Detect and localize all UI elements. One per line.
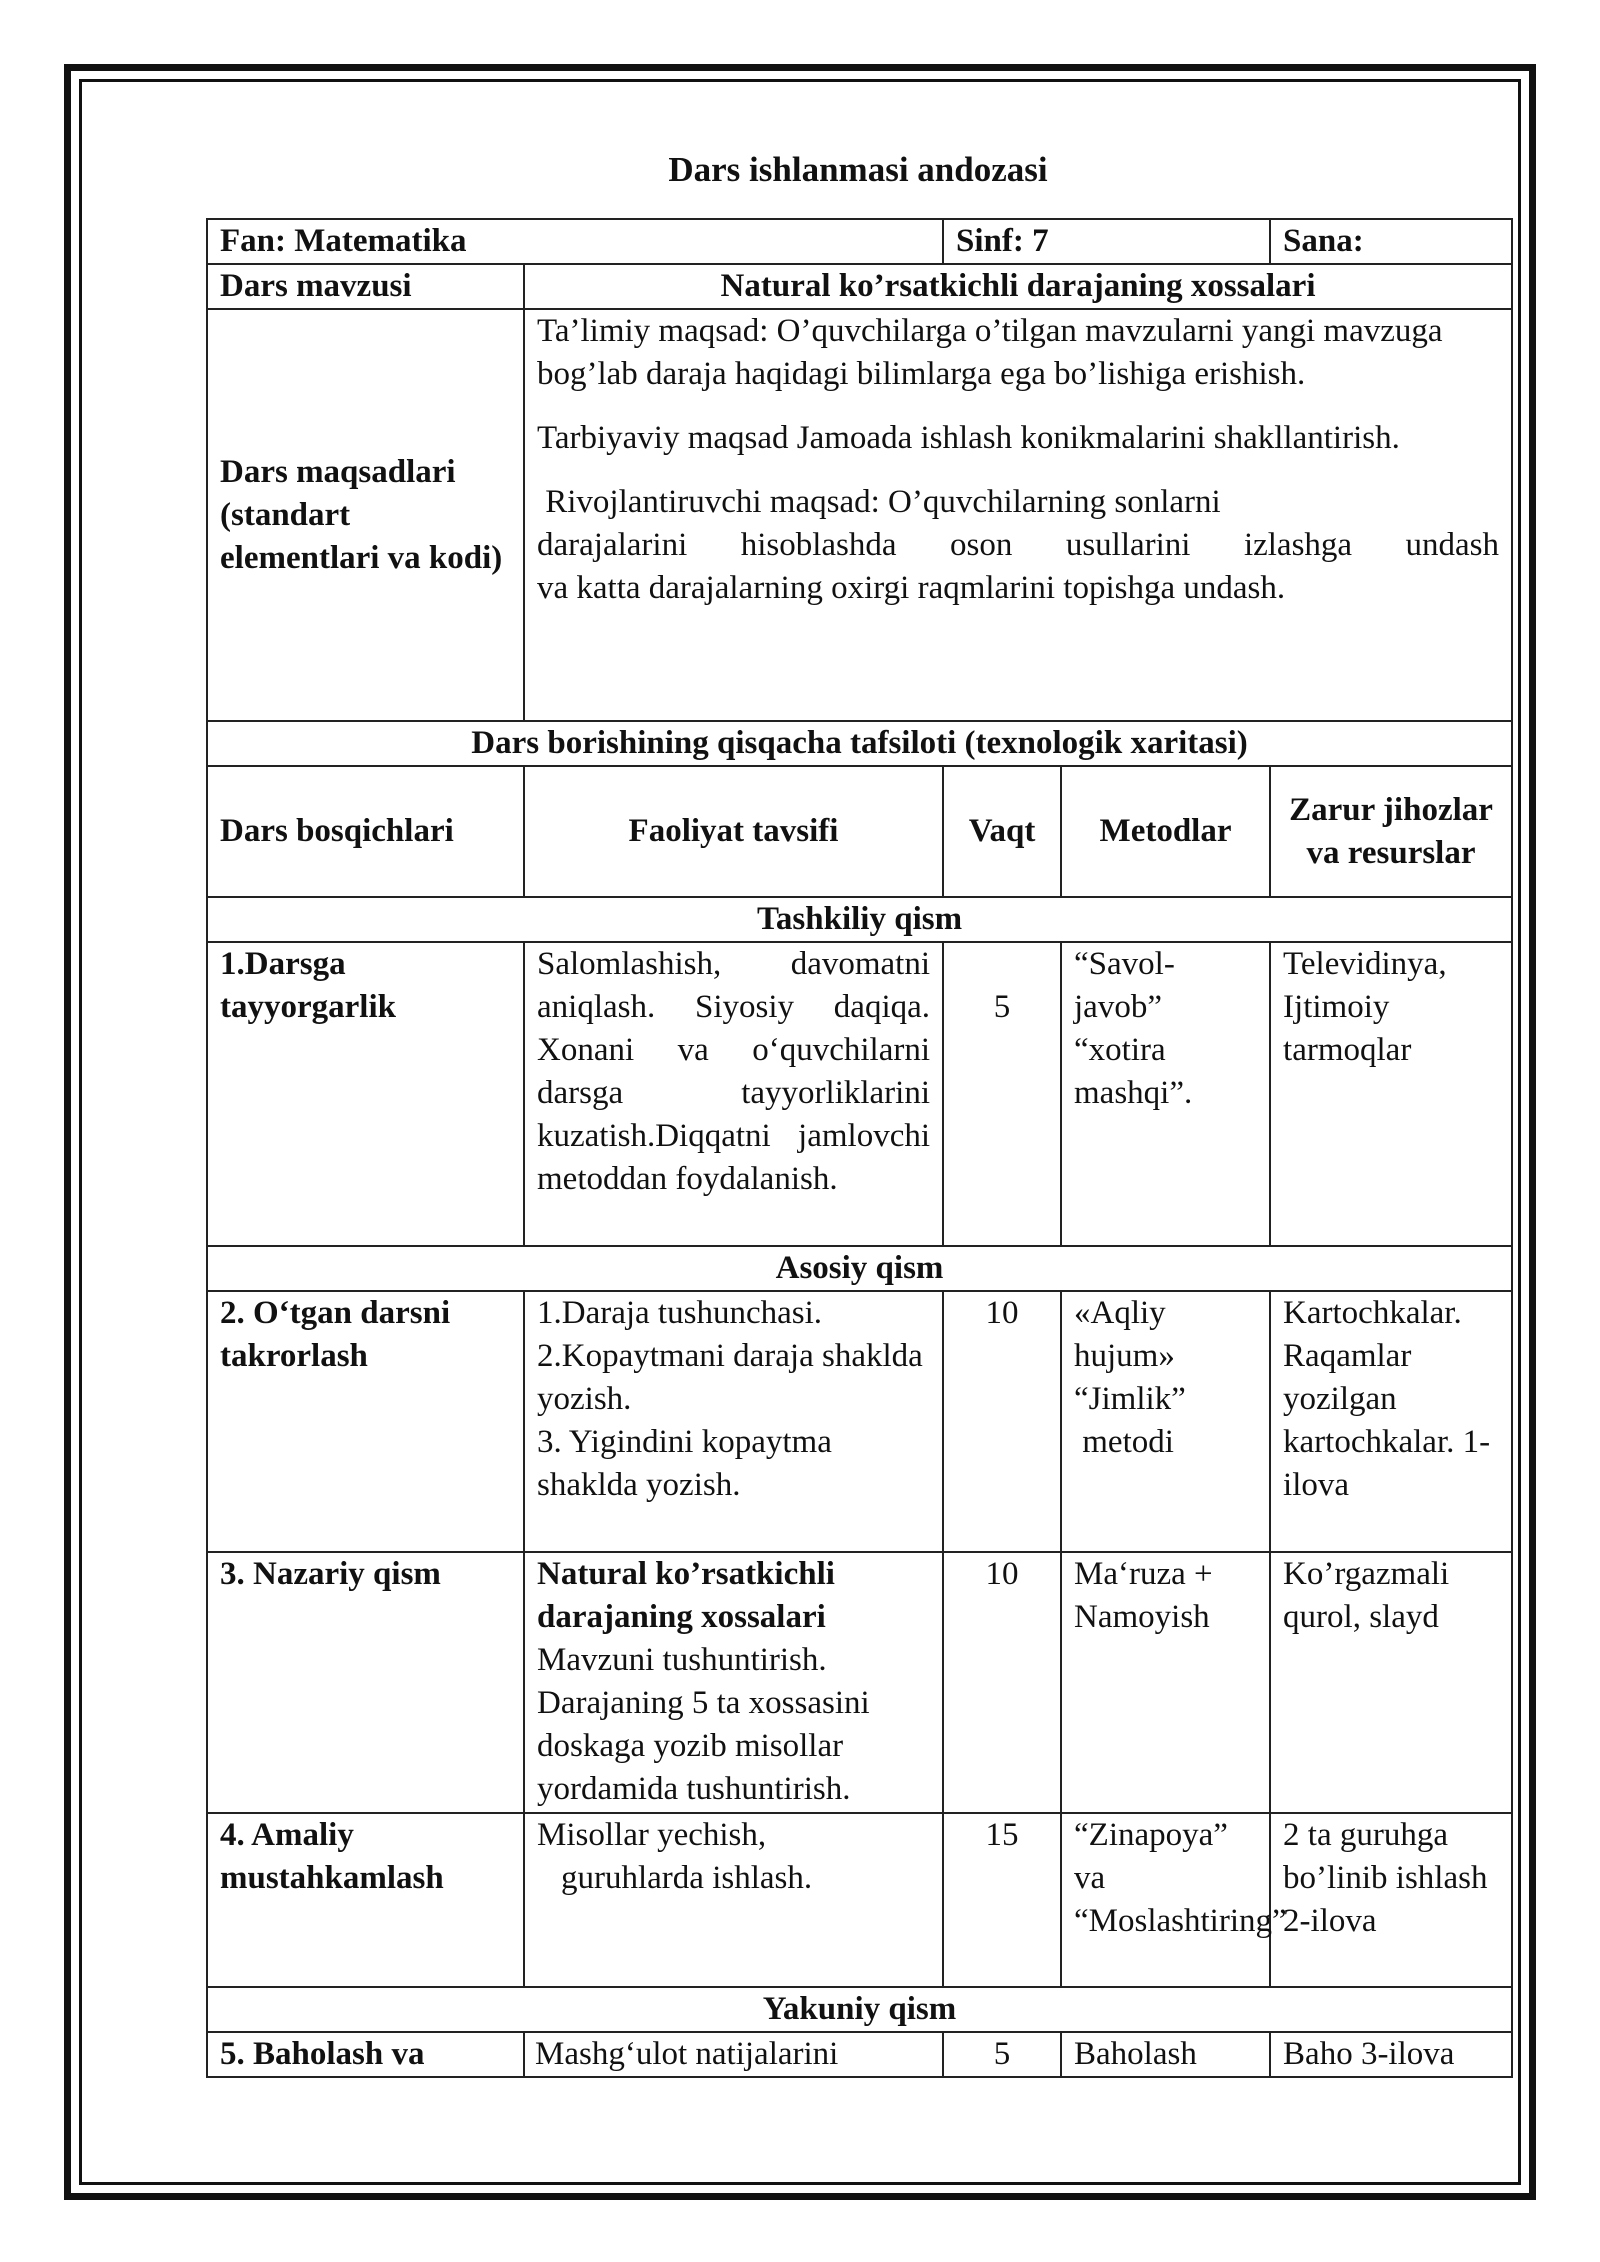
activity-cell: Mashg‘ulot natijalarini — [524, 2032, 943, 2077]
table-row — [207, 1813, 1512, 1987]
stage-cell: 5. Baholash va — [207, 2032, 524, 2077]
resources-cell: 2 ta guruhga bo’linib ishlash 2-ilova — [1270, 1813, 1512, 1987]
topic-value: Natural ko’rsatkichli darajaning xossalari — [524, 264, 1512, 309]
time-cell: 10 — [943, 1552, 1061, 1813]
table-row — [207, 1291, 1512, 1552]
activity-topic: Natural ko’rsatkichli darajaning xossalari — [537, 1556, 835, 1635]
methods-cell: “Savol-javob” “xotira mashqi”. — [1061, 942, 1270, 1246]
goals-row — [207, 309, 1512, 721]
stage-cell: 4. Amaliy mustahkamlash — [207, 1813, 524, 1987]
upbringing-goal: Tarbiyaviy maqsad Jamoada ishlash konikmalarini shakllantirish. — [537, 420, 1400, 456]
activity-cell: Salomlashish, davomatni aniqlash. Siyosiy daqiqa. Xonani va o‘quvchilarni darsga tayyorliklarini kuzatish.Diqqatni jamlovchi metoddan foydalanish. — [524, 942, 943, 1246]
col-header-stages: Dars bosqichlari — [207, 766, 524, 897]
part-title-final: Yakuniy qism — [207, 1987, 1512, 2032]
part-row-final — [207, 1987, 1512, 2032]
column-header-row — [207, 766, 1512, 897]
developmental-goal-line3: va katta darajalarning oxirgi raqmlarini topishga undash. — [537, 570, 1286, 606]
topic-label: Dars mavzusi — [207, 264, 524, 309]
method-line: metodi — [1074, 1424, 1174, 1460]
part-title-main: Asosiy qism — [207, 1246, 1512, 1291]
developmental-goal-line2: darajalarini hisoblashda oson usullarini izlashga undash — [537, 527, 1500, 563]
section-title-row — [207, 721, 1512, 766]
col-header-methods: Metodlar — [1061, 766, 1270, 897]
resources-cell: Televidinya, Ijtimoiy tarmoqlar — [1270, 942, 1512, 1246]
table-row — [207, 1552, 1512, 1813]
resources-cell: Baho 3-ilova — [1270, 2032, 1512, 2077]
table-row — [207, 942, 1512, 1246]
activity-line: 2.Kopaytmani daraja shaklda yozish. — [537, 1338, 923, 1417]
time-cell: 10 — [943, 1291, 1061, 1552]
col-header-activity: Faoliyat tavsifi — [524, 766, 943, 897]
developmental-goal — [537, 481, 1499, 610]
resources-cell: Ko’rgazmali qurol, slayd — [1270, 1552, 1512, 1813]
col-header-resources: Zarur jihozlar va resurslar — [1270, 766, 1512, 897]
lesson-plan-table — [206, 218, 1513, 2078]
method-line: “Jimlik” — [1074, 1381, 1186, 1417]
activity-cell — [524, 1813, 943, 1987]
table-row — [207, 2032, 1512, 2077]
activity-cell — [524, 1552, 943, 1813]
activity-line: 3. Yigindini kopaytma shaklda yozish. — [537, 1424, 832, 1503]
methods-cell: “Zinapoya” va “Moslashtiring” — [1061, 1813, 1270, 1987]
activity-line: Misollar yechish, — [537, 1817, 767, 1853]
subject-cell: Fan: Matematika — [207, 219, 943, 264]
goals-label: Dars maqsadlari (standart elementlari va kodi) — [207, 309, 524, 721]
activity-line: 1.Daraja tushunchasi. — [537, 1295, 822, 1331]
date-cell: Sana: — [1270, 219, 1512, 264]
time-cell: 15 — [943, 1813, 1061, 1987]
methods-cell: Baholash — [1061, 2032, 1270, 2077]
time-cell: 5 — [943, 942, 1061, 1246]
grade-cell: Sinf: 7 — [943, 219, 1270, 264]
time-cell: 5 — [943, 2032, 1061, 2077]
part-row-main — [207, 1246, 1512, 1291]
methods-cell — [1061, 1291, 1270, 1552]
activity-text: Mavzuni tushuntirish. Darajaning 5 ta xossasini doskaga yozib misollar yordamida tushuntirish. — [537, 1642, 870, 1807]
stage-cell: 2. O‘tgan darsni takrorlash — [207, 1291, 524, 1552]
stage-cell: 3. Nazariy qism — [207, 1552, 524, 1813]
method-line: «Aqliy hujum» — [1074, 1295, 1175, 1374]
part-title-organizational: Tashkiliy qism — [207, 897, 1512, 942]
methods-cell: Ma‘ruza + Namoyish — [1061, 1552, 1270, 1813]
resources-cell: Kartochkalar. Raqamlar yozilgan kartochkalar. 1-ilova — [1270, 1291, 1512, 1552]
stage-cell: 1.Darsga tayyorgarlik — [207, 942, 524, 1246]
header-row — [207, 219, 1512, 264]
col-header-time: Vaqt — [943, 766, 1061, 897]
section-title: Dars borishining qisqacha tafsiloti (texnologik xaritasi) — [207, 721, 1512, 766]
document-title: Dars ishlanmasi andozasi — [668, 150, 1048, 189]
educational-goal: Ta’limiy maqsad: O’quvchilarga o’tilgan mavzularni yangi mavzuga bog’lab daraja haqidagi bilimlarga ega bo’lishiga erishish. — [537, 313, 1443, 392]
goals-content — [524, 309, 1512, 721]
activity-cell — [524, 1291, 943, 1552]
activity-line: guruhlarda ishlash. — [561, 1860, 813, 1896]
part-row-organizational — [207, 897, 1512, 942]
topic-row — [207, 264, 1512, 309]
developmental-goal-line1: Rivojlantiruvchi maqsad: O’quvchilarning sonlarni — [537, 484, 1221, 520]
